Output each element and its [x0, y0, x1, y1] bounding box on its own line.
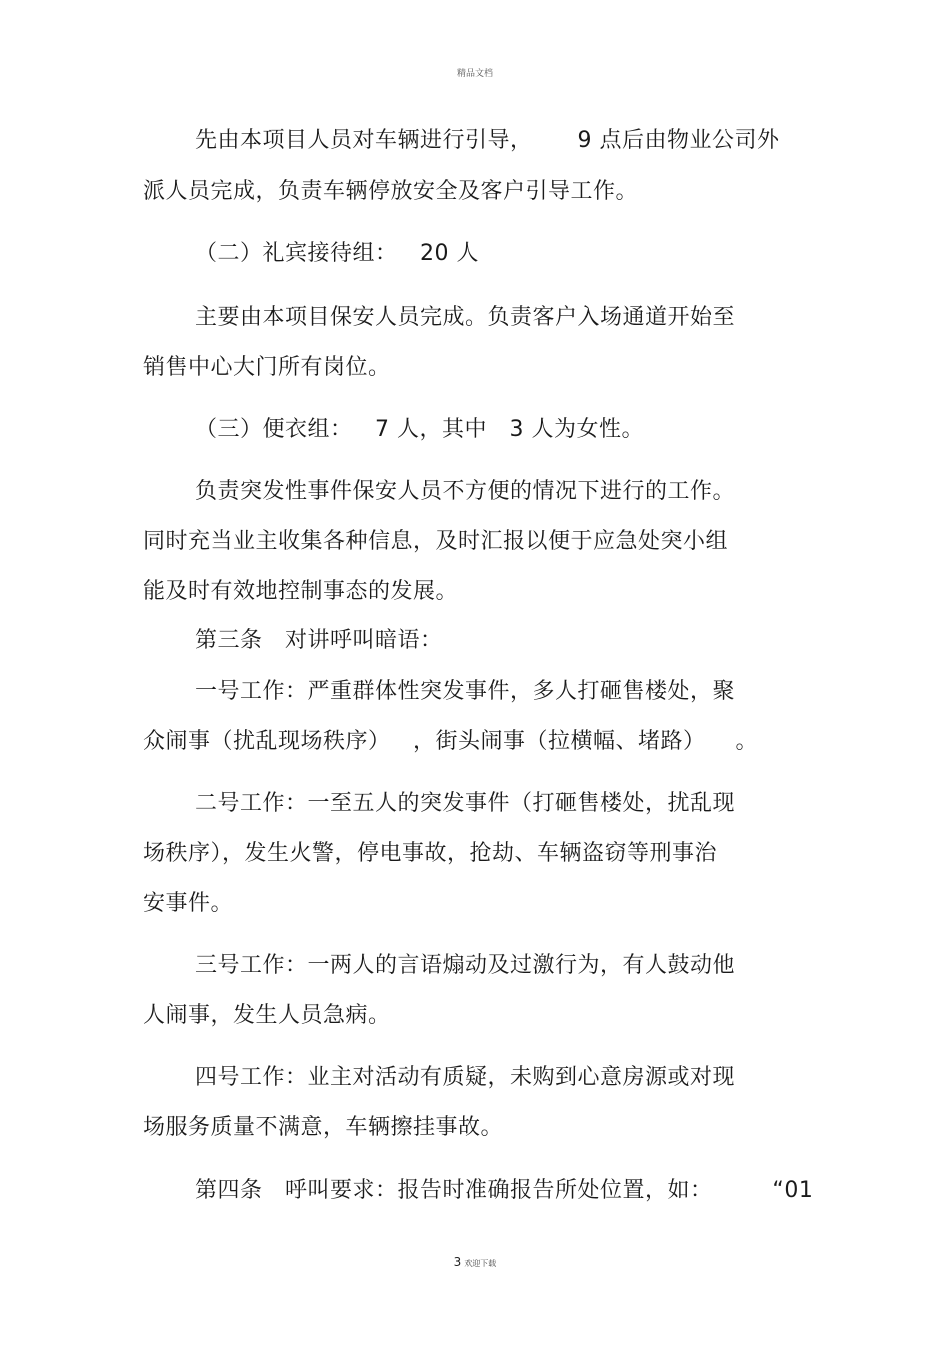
footer-text: 欢迎下载 [464, 1259, 497, 1268]
text-line: 负责突发性事件保安人员不方便的情况下进行的工作。 [195, 479, 736, 504]
text-line: 场秩序），发生火警，停电事故，抢劫、车辆盗窃等刑事治 [143, 841, 718, 866]
text-line: 人闹事，发生人员急病。 [143, 1003, 391, 1028]
text-line: （三）便衣组： 7 人，其中 3 人为女性。 [195, 417, 644, 442]
text-line: 场服务质量不满意，车辆擦挂事故。 [143, 1115, 504, 1140]
text-line: 主要由本项目保安人员完成。负责客户入场通道开始至 [195, 305, 736, 330]
text-line: 二号工作：一至五人的突发事件（打砸售楼处，扰乱现 [195, 791, 736, 816]
text-line: （二）礼宾接待组： 20 人 [195, 241, 479, 266]
text-line: 先由本项目人员对车辆进行引导， 9 点后由物业公司外 [195, 128, 780, 153]
section-heading: 第三条 对讲呼叫暗语： [195, 628, 443, 653]
text-line: 安事件。 [143, 891, 234, 916]
text-line: 一号工作：严重群体性突发事件，多人打砸售楼处，聚 [195, 679, 736, 704]
text-line: 众闹事（扰乱现场秩序） ，街头闹事（拉横幅、堵路） 。 [143, 729, 758, 754]
text-line: 三号工作：一两人的言语煽动及过激行为，有人鼓动他 [195, 953, 736, 978]
text-line: 同时充当业主收集各种信息，及时汇报以便于应急处突小组 [143, 529, 729, 554]
page-number: 3 [453, 1255, 462, 1269]
page-footer [0, 1255, 950, 1269]
text-line: 能及时有效地控制事态的发展。 [143, 579, 459, 604]
page-header: 精品文档 [456, 69, 493, 79]
text-line: 四号工作：业主对活动有质疑，未购到心意房源或对现 [195, 1065, 736, 1090]
text-line: 销售中心大门所有岗位。 [143, 355, 391, 380]
section-heading: 第四条 呼叫要求：报告时准确报告所处位置，如： “01 [195, 1178, 814, 1203]
text-line: 派人员完成，负责车辆停放安全及客户引导工作。 [143, 179, 639, 204]
